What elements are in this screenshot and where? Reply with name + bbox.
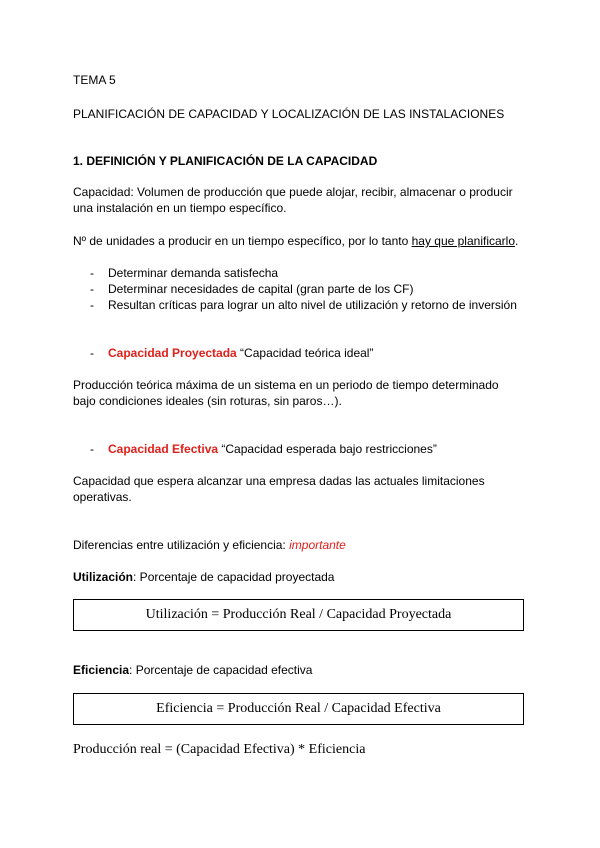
eficiencia-formula: Eficiencia = Producción Real / Capacidad Efectiva bbox=[156, 701, 441, 716]
bullet-dash: - bbox=[90, 298, 94, 312]
utilizacion-line bbox=[73, 569, 334, 585]
capacidad-proyectada-label: Capacidad Proyectada bbox=[108, 346, 237, 360]
bullet-dash: - bbox=[90, 346, 94, 360]
capacidad-efectiva-desc: “Capacidad esperada bajo restricciones” bbox=[218, 442, 437, 456]
capacidad-efectiva-label: Capacidad Efectiva bbox=[108, 442, 219, 456]
capacidad-efectiva-line bbox=[108, 441, 437, 457]
eficiencia-desc: : Porcentaje de capacidad efectiva bbox=[129, 663, 313, 677]
utilizacion-desc: : Porcentaje de capacidad proyectada bbox=[133, 570, 335, 584]
diferencias-text: Diferencias entre utilización y eficiencia: bbox=[73, 538, 290, 552]
bullet-text: Resultan críticas para lograr un alto nivel de utilización y retorno de inversión bbox=[108, 298, 517, 312]
capacidad-definition-line1: Capacidad: Volumen de producción que puede alojar, recibir, almacenar o producir bbox=[73, 185, 513, 199]
capacidad-proyectada-desc: “Capacidad teórica ideal” bbox=[236, 346, 374, 360]
eficiencia-formula-box bbox=[73, 693, 524, 725]
units-paragraph bbox=[73, 233, 518, 249]
tema-label: TEMA 5 bbox=[73, 73, 116, 87]
bullet-dash: - bbox=[90, 282, 94, 296]
efectiva-text-line2: operativas. bbox=[73, 490, 132, 504]
units-underlined-text: hay que planificarlo bbox=[411, 234, 515, 248]
diferencias-line bbox=[73, 537, 346, 553]
units-suffix: . bbox=[515, 234, 519, 248]
utilizacion-formula: Utilización = Producción Real / Capacidad Proyectada bbox=[145, 607, 452, 622]
utilizacion-label: Utilización bbox=[73, 570, 134, 584]
bullet-text: Determinar demanda satisfecha bbox=[108, 266, 279, 280]
bullet-dash: - bbox=[90, 266, 94, 280]
eficiencia-line bbox=[73, 662, 312, 678]
capacidad-proyectada-line bbox=[108, 345, 373, 361]
utilizacion-formula-box bbox=[73, 599, 524, 631]
section-heading: 1. DEFINICIÓN Y PLANIFICACIÓN DE LA CAPACIDAD bbox=[73, 154, 378, 168]
efectiva-text-line1: Capacidad que espera alcanzar una empresa dadas las actuales limitaciones bbox=[73, 474, 485, 488]
eficiencia-label: Eficiencia bbox=[73, 663, 130, 677]
proyectada-text-line2: bajo condiciones ideales (sin roturas, sin paros…). bbox=[73, 394, 342, 408]
document-title: PLANIFICACIÓN DE CAPACIDAD Y LOCALIZACIÓN DE LAS INSTALACIONES bbox=[73, 107, 505, 121]
capacidad-definition-line2: una instalación en un tiempo específico. bbox=[73, 201, 287, 215]
bullet-text: Determinar necesidades de capital (gran parte de los CF) bbox=[108, 282, 414, 296]
units-text: Nº de unidades a producir en un tiempo específico, por lo tanto bbox=[73, 234, 412, 248]
importante-note: importante bbox=[289, 538, 346, 552]
produccion-real-formula: Producción real = (Capacidad Efectiva) * Eficiencia bbox=[73, 742, 366, 757]
proyectada-text-line1: Producción teórica máxima de un sistema en un periodo de tiempo determinado bbox=[73, 378, 499, 392]
bullet-dash: - bbox=[90, 442, 94, 456]
